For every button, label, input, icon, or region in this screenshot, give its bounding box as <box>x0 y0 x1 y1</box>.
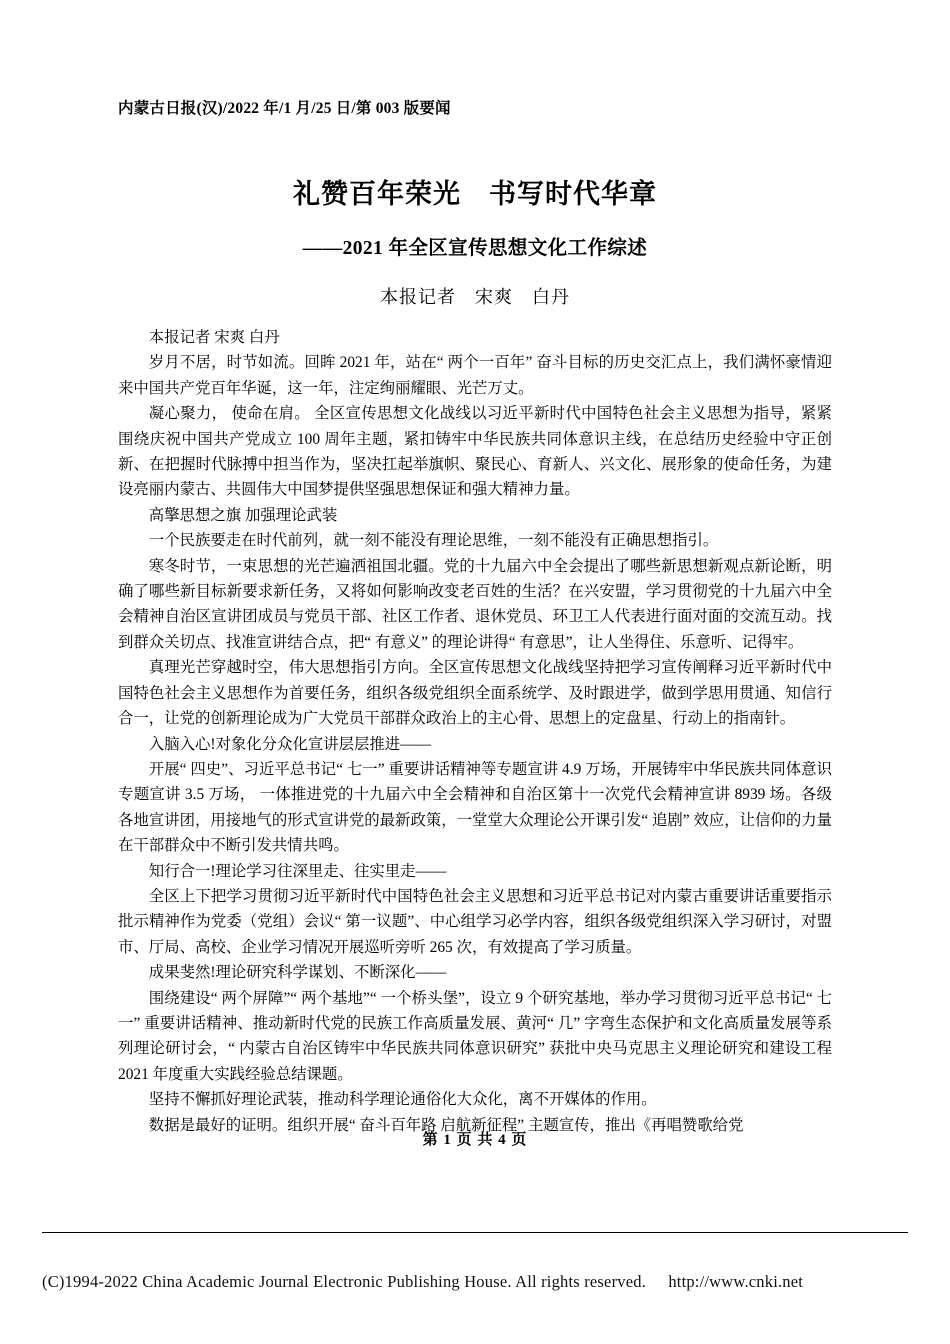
publisher-url: http://www.cnki.net <box>668 1272 804 1291</box>
paragraph: 高擎思想之旗 加强理论武装 <box>148 506 338 524</box>
article-body <box>118 325 832 1138</box>
paragraph: 开展“ 四史”、习近平总书记“ 七一” 重要讲话精神等专题宣讲 4.9 万场，开展铸牢中华民族共同体意识专题宣讲 3.5 万场， 一体推进党的十九届六中全会精神和自治区第十一次党代会精神宣讲 8939 场。各级各地宣讲团，用接地气的形式宣讲党的最新政策，一堂堂大众理论公开课引发“ 追剧” 效应，让信仰的力量在干部群众中不断引发共情共鸣。 <box>118 760 832 855</box>
footer-divider <box>42 1232 908 1233</box>
paragraph: 数据是最好的证明。组织开展“ 奋斗百年路 启航新征程” 主题宣传，推出《再唱赞歌给党 <box>148 1116 744 1134</box>
page-number: 第 1 页 共 4 页 <box>422 1132 528 1148</box>
paragraph: 入脑入心!对象化分众化宣讲层层推进—— <box>148 735 431 753</box>
paragraph: 寒冬时节，一束思想的光芒遍洒祖国北疆。党的十九届六中全会提出了哪些新思想新观点新论断，明确了哪些新目标新要求新任务，又将如何影响改变老百姓的生活？在兴安盟，学习贯彻党的十九届六中全会精神自治区宣讲团成员与党员干部、社区工作者、退休党员、环卫工人代表进行面对面的交流互动。找到群众关切点、找准宣讲结合点，把“ 有意义” 的理论讲得“ 有意思”，让人坐得住、乐意听、记得牢。 <box>118 557 832 651</box>
page-title: 礼赞百年荣光 书写时代华章 <box>293 179 657 209</box>
paragraph: 知行合一!理论学习往深里走、往实里走—— <box>148 862 447 880</box>
paragraph: 围绕建设“ 两个屏障”“ 两个基地”“ 一个桥头堡”，设立 9 个研究基地，举办学习贯彻习近平总书记“ 七一” 重要讲话精神、推动新时代党的民族工作高质量发展、黄河“ 几” 字弯生态保护和文化高质量发展等系列理论研讨会，“ 内蒙古自治区铸牢中华民族共同体意识研究” 获批中央马克思主义理论研究和建设工程 2021 年度重大实践经验总结课题。 <box>118 989 832 1083</box>
paragraph: 凝心聚力， 使命在肩。 全区宣传思想文化战线以习近平新时代中国特色社会主义思想为指导，紧紧围绕庆祝中国共产党成立 100 周年主题，紧扣铸牢中华民族共同体意识主线，在总结历史经验中守正创新、在把握时代脉搏中担当作为，坚决扛起举旗帜、聚民心、育新人、兴文化、展形象的使命任务，为建设亮丽内蒙古、共圆伟大中国梦提供坚强思想保证和强大精神力量。 <box>118 405 832 499</box>
copyright-notice <box>42 1272 922 1292</box>
paragraph: 一个民族要走在时代前列，就一刻不能没有理论思维，一刻不能没有正确思想指引。 <box>148 532 719 550</box>
paragraph: 真理光芒穿越时空，伟大思想指引方向。全区宣传思想文化战线坚持把学习宣传阐释习近平新时代中国特色社会主义思想作为首要任务，组织各级党组织全面系统学、及时跟进学，做到学思用贯通、知信行合一，让党的创新理论成为广大党员干部群众政治上的主心骨、思想上的定盘星、行动上的指南针。 <box>118 659 832 728</box>
copyright-text: (C)1994-2022 China Academic Journal Electronic Publishing House. All rights reserved. <box>42 1272 647 1291</box>
paragraph: 岁月不居，时节如流。回眸 2021 年，站在“ 两个一百年” 奋斗目标的历史交汇点上，我们满怀豪情迎来中国共产党百年华诞，这一年，注定绚丽耀眼、光芒万丈。 <box>118 354 832 397</box>
page-subtitle: ——2021 年全区宣传思想文化工作综述 <box>302 238 648 259</box>
source-citation: 内蒙古日报(汉)/2022 年/1 月/25 日/第 003 版要闻 <box>118 100 451 117</box>
paragraph: 全区上下把学习贯彻习近平新时代中国特色社会主义思想和习近平总书记对内蒙古重要讲话重要指示批示精神作为党委（党组）会议“ 第一议题”、中心组学习必学内容，组织各级党组织深入学习研讨，对盟市、厅局、高校、企业学习情况开展巡听旁听 265 次，有效提高了学习质量。 <box>118 887 832 956</box>
paragraph: 坚持不懈抓好理论武装，推动科学理论通俗化大众化，离不开媒体的作用。 <box>148 1091 657 1109</box>
paragraph: 本报记者 宋爽 白丹 <box>148 329 280 346</box>
byline: 本报记者 宋爽 白丹 <box>380 287 570 307</box>
paragraph: 成果斐然!理论研究科学谋划、不断深化—— <box>148 964 447 982</box>
